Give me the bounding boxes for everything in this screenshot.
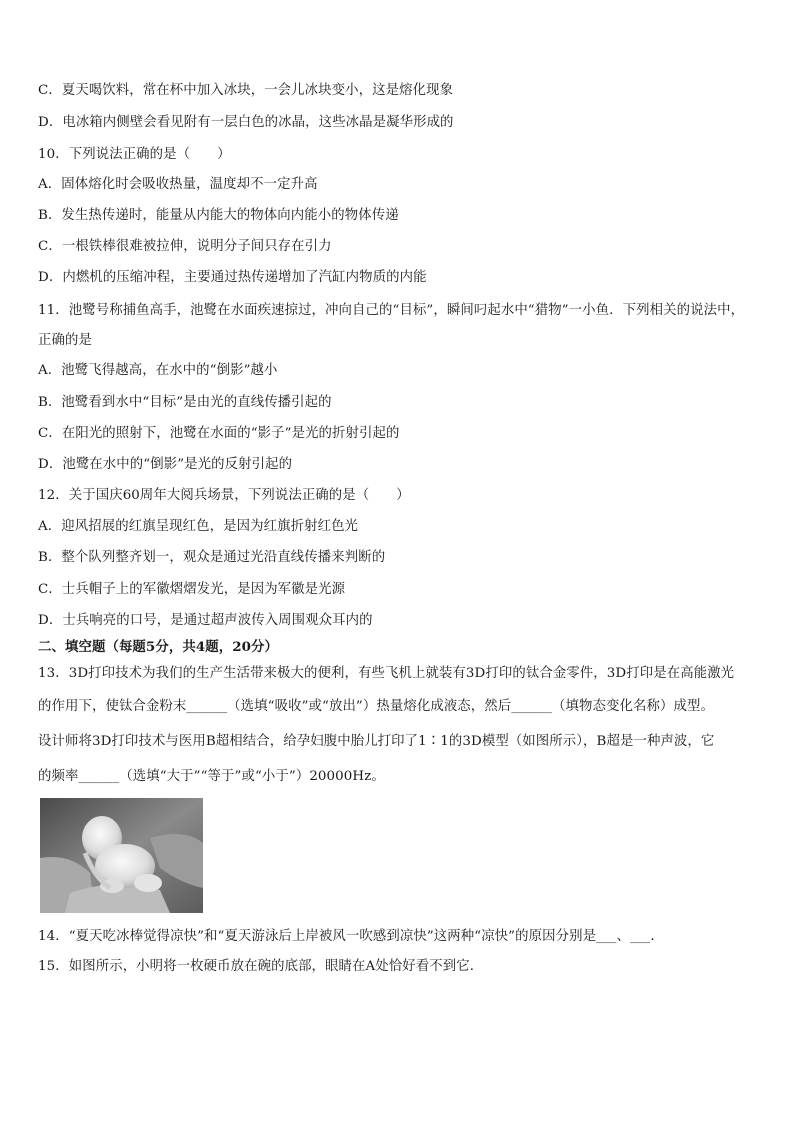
q10-stem: 10．下列说法正确的是（ ） <box>38 147 231 162</box>
q10-option-d: D．内燃机的压缩冲程，主要通过热传递增加了汽缸内物质的内能 <box>38 270 427 285</box>
q12-stem: 12．关于国庆60周年大阅兵场景，下列说法正确的是（ ） <box>38 488 410 503</box>
q11-stem-cont: 正确的是 <box>38 333 92 348</box>
fetus-model-image <box>40 798 203 913</box>
q13-stem-1: 13．3D打印技术为我们的生产生活带来极大的便利，有些飞机上就装有3D打印的钛合金零件，3D打印是在高能激光 <box>38 666 735 681</box>
q11-option-b: B．池鹭看到水中“目标”是由光的直线传播引起的 <box>38 395 332 410</box>
q10-option-a: A．固体熔化时会吸收热量，温度却不一定升高 <box>38 177 318 192</box>
q13-stem-4: 的频率______（选填“大于”“等于”或“小于”）20000Hz。 <box>38 769 385 784</box>
q15-stem: 15．如图所示，小明将一枚硬币放在碗的底部，眼睛在A处恰好看不到它． <box>38 959 484 974</box>
q13-stem-2: 的作用下，使钛合金粉末______（选填“吸收”或“放出”）热量熔化成液态，然后______（填物态变化名称）成型。 <box>38 699 714 714</box>
q11-option-a: A．池鹭飞得越高，在水中的“倒影”越小 <box>38 363 278 378</box>
q12-option-a: A．迎风招展的红旗呈现红色，是因为红旗折射红色光 <box>38 519 359 534</box>
q12-option-b: B．整个队列整齐划一，观众是通过光沿直线传播来判断的 <box>38 550 386 565</box>
fetus-model-photo <box>40 798 203 913</box>
q11-stem: 11．池鹭号称捕鱼高手，池鹭在水面疾速掠过，冲向自己的“目标”，瞬间叼起水中“猎物”一小鱼．下列相关的说法中， <box>38 303 745 318</box>
q11-option-d: D．池鹭在水中的“倒影”是光的反射引起的 <box>38 457 293 472</box>
q13-stem-3: 设计师将3D打印技术与医用B超相结合，给孕妇腹中胎儿打印了1∶1的3D模型（如图所示），B超是一种声波，它 <box>38 734 715 749</box>
q10-option-c: C．一根铁棒很难被拉伸，说明分子间只存在引力 <box>38 239 332 254</box>
section-heading: 二、填空题（每题5分，共4题，20分） <box>38 639 279 655</box>
q9-option-c: C．夏天喝饮料，常在杯中加入冰块，一会儿冰块变小，这是熔化现象 <box>38 83 454 98</box>
q9-option-d: D．电冰箱内侧壁会看见附有一层白色的冰晶，这些冰晶是凝华形成的 <box>38 115 454 130</box>
q14-stem: 14．“夏天吃冰棒觉得凉快”和“夏天游泳后上岸被风一吹感到凉快”这两种“凉快”的原因分别是___、___． <box>38 929 664 944</box>
q12-option-c: C．士兵帽子上的军徽熠熠发光，是因为军徽是光源 <box>38 582 346 597</box>
q10-option-b: B．发生热传递时，能量从内能大的物体向内能小的物体传递 <box>38 208 399 223</box>
q11-option-c: C．在阳光的照射下，池鹭在水面的“影子”是光的折射引起的 <box>38 426 400 441</box>
q12-option-d: D．士兵响亮的口号，是通过超声波传入周围观众耳内的 <box>38 613 373 628</box>
